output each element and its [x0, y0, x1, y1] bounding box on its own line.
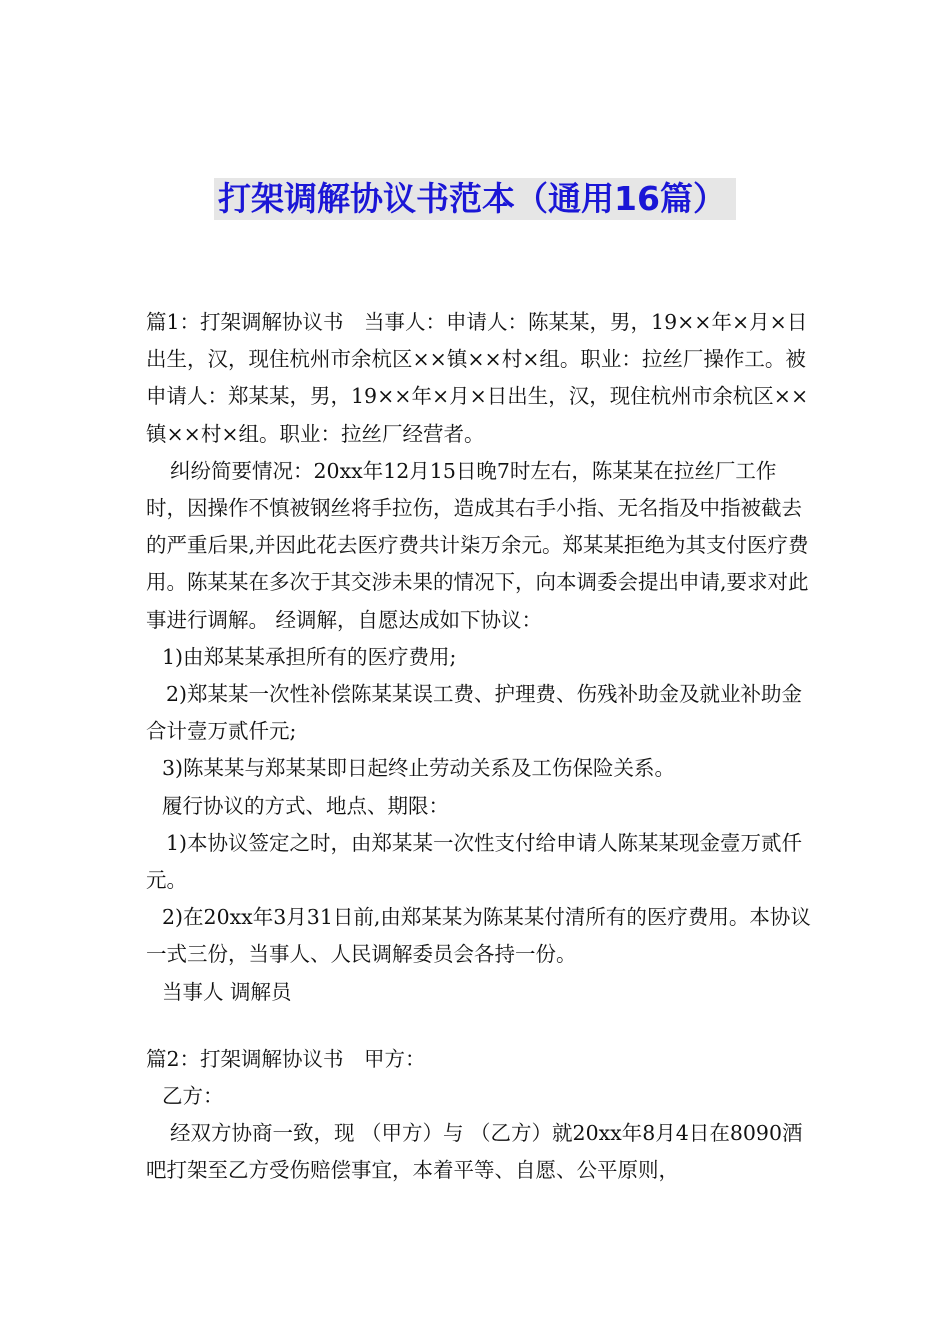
section-gap: [146, 1011, 816, 1041]
paragraph-article1-intro: 篇1：打架调解协议书 当事人：申请人：陈某某，男，19××年×月×日出生，汉，现住杭州市余杭区××镇××村×组。职业：拉丝厂操作工。被申请人：郑某某，男，19××年×月×日出生，汉，现住杭州市余杭区××镇××村×组。职业：拉丝厂经营者。: [146, 310, 809, 446]
document-title: 打架调解协议书范本（通用16篇）: [214, 178, 736, 220]
paragraph-party-b: 乙方：: [162, 1084, 224, 1109]
paragraph-signatures: 当事人 调解员: [162, 979, 292, 1004]
paragraph-item-1: 1)由郑某某承担所有的医疗费用;: [162, 644, 457, 669]
paragraph-item-2: 2)郑某某一次性补偿陈某某误工费、护理费、伤残补助金及就业补助金合计壹万贰仟元;: [146, 682, 803, 744]
document-body: [146, 304, 816, 1190]
paragraph-article2-body: 经双方协商一致，现 （甲方）与 （乙方）就20xx年8月4日在8090酒吧打架至乙方受伤赔偿事宜，本着平等、自愿、公平原则，: [146, 1121, 803, 1183]
paragraph-performance-heading: 履行协议的方式、地点、期限：: [162, 793, 449, 818]
paragraph-item-3: 3)陈某某与郑某某即日起终止劳动关系及工伤保险关系。: [162, 756, 676, 781]
paragraph-performance-2: 2)在20xx年3月31日前,由郑某某为陈某某付清所有的医疗费用。本协议一式三份，当事人、人民调解委员会各持一份。: [146, 905, 811, 967]
title-wrap: [0, 178, 950, 220]
paragraph-dispute-summary: 纠纷简要情况：20xx年12月15日晚7时左右，陈某某在拉丝厂工作时，因操作不慎被钢丝将手拉伤，造成其右手小指、无名指及中指被截去的严重后果,并因此花去医疗费共计柒万余元。郑某某拒绝为其支付医疗费用。陈某某在多次于其交涉未果的情况下，向本调委会提出申请,要求对此事进行调解。 经调解，自愿达成如下协议：: [146, 458, 809, 632]
paragraph-article2-intro: 篇2：打架调解协议书 甲方：: [146, 1046, 426, 1071]
paragraph-performance-1: 1)本协议签定之时，由郑某某一次性支付给申请人陈某某现金壹万贰仟元。: [146, 830, 803, 893]
